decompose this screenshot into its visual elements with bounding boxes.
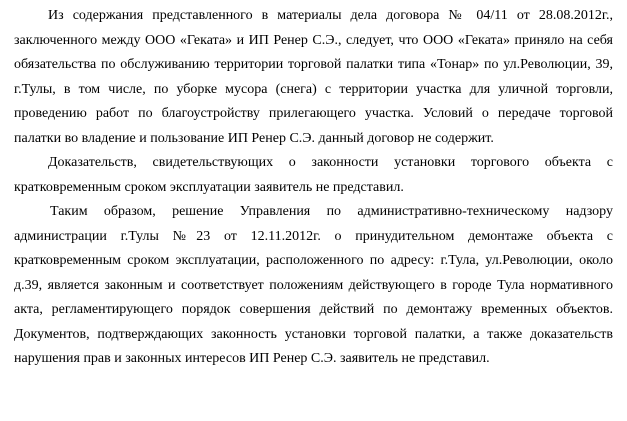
- paragraph-contract: Из содержания представленного в материалы дела договора № 04/11 от 28.08.2012г., заключенного между ООО «Геката» и ИП Ренер С.Э., следует, что ООО «Геката» приняло на себя обязательства по обслуживанию территории торговой палатки типа «Тонар» по ул.Революции, 39, г.Тулы, в том числе, по уборке мусора (снега) с территории участка для уличной торговли, проведению работ по благоустройству прилегающего участка. Условий о передаче торговой палатки во владение и пользование ИП Ренер С.Э. данный договор не содержит.: [14, 8, 613, 146]
- paragraph-evidence: Доказательств, свидетельствующих о законности установки торгового объекта с кратковременным сроком эксплуатации заявитель не представил.: [14, 155, 613, 195]
- paragraph-conclusion: Таким образом, решение Управления по административно-техническому надзору администрации г.Тулы №23 от 12.11.2012г. о принудительном демонтаже объекта с кратковременным сроком эксплуатации, расположенного по адресу: г.Тула, ул.Революции, около д.39, является законным и соответствует положениям действующего в городе Тула нормативного акта, регламентирующего порядок совершения действий по демонтажу временных объектов. Документов, подтверждающих законность установки торговой палатки, а также доказательств нарушения прав и законных интересов ИП Ренер С.Э. заявитель не представил.: [14, 204, 613, 366]
